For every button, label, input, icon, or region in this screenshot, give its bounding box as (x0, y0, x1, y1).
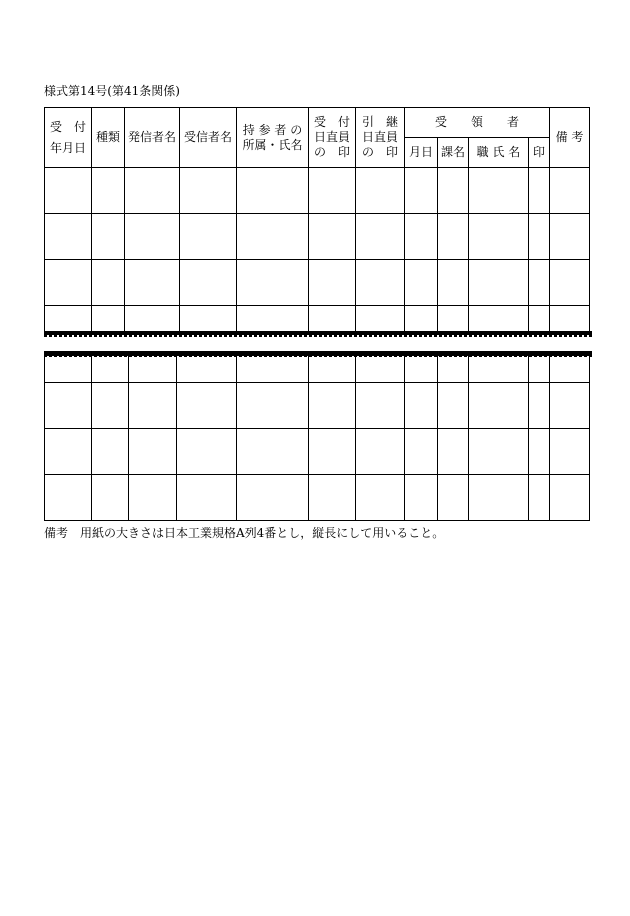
form-title: 様式第14号(第41条関係) (44, 84, 180, 98)
header-uketsuke-date: 受 付 年月日 (45, 108, 92, 168)
register-table-bottom (44, 355, 590, 521)
header-handover-duty-seal: 引 継 日直員 の 印 (356, 108, 405, 168)
header-bearer: 持 参 者 の 所属・氏名 (237, 108, 309, 168)
register-table-top (44, 107, 590, 332)
header-seal: 印 (529, 138, 550, 168)
header-sender: 発信者名 (125, 108, 180, 168)
table-row (45, 168, 590, 214)
table-row (45, 260, 590, 306)
break-line-top (44, 331, 592, 335)
header-month-day: 月日 (405, 138, 438, 168)
header-recipient: 受信者名 (180, 108, 237, 168)
header-remarks: 備 考 (550, 108, 590, 168)
header-receiver: 受 領 者 (405, 108, 550, 138)
header-section: 課名 (438, 138, 469, 168)
table-row (45, 429, 590, 475)
table-row (45, 306, 590, 332)
table-row (45, 356, 590, 383)
table-row (45, 383, 590, 429)
table-row (45, 475, 590, 521)
header-position-name: 職 氏 名 (469, 138, 529, 168)
header-type: 種類 (92, 108, 125, 168)
header-receipt-duty-seal: 受 付 日直員 の 印 (309, 108, 356, 168)
table-row (45, 214, 590, 260)
remarks-note: 備考 用紙の大きさは日本工業規格A列4番とし，縦長にして用いること。 (44, 526, 445, 540)
